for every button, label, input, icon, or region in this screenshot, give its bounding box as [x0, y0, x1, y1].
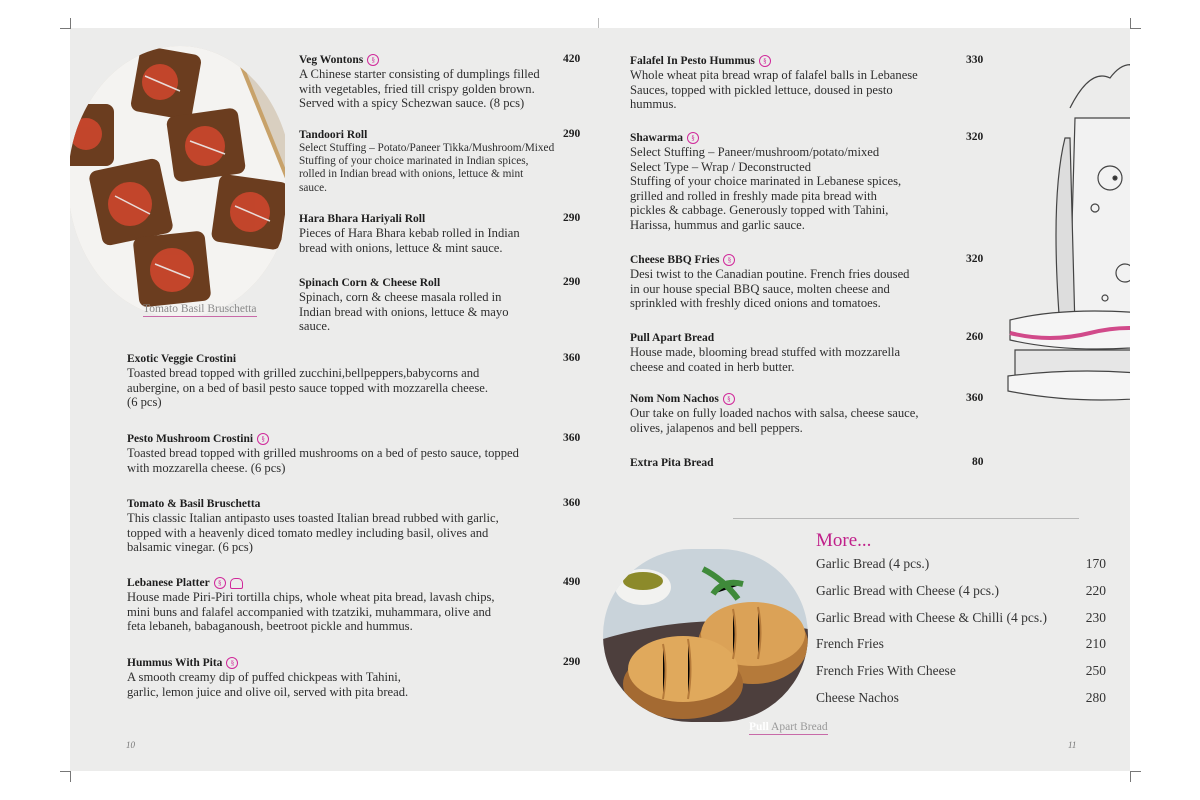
menu-item: [630, 392, 960, 435]
more-item: [816, 610, 1106, 626]
menu-item-name: [127, 432, 567, 446]
description-line: in our house special BBQ sauce, molten cheese and: [630, 281, 890, 296]
menu-item-title: Tomato & Basil Bruschetta: [127, 498, 261, 510]
menu-item-price: 360: [563, 497, 581, 509]
description-line: Stuffing of your choice marinated in Lebanese spices,: [630, 174, 902, 188]
spicy-icon: §: [226, 657, 238, 669]
menu-item-name: [127, 497, 547, 511]
description-line: mini buns and falafel accompanied with tzatziki, muhammara, olive and: [127, 604, 492, 619]
menu-item-title: Spinach Corn & Cheese Roll: [299, 277, 441, 289]
menu-item: [127, 497, 547, 555]
menu-item-price: 260: [966, 331, 984, 343]
menu-item: [299, 276, 564, 334]
description-line: Our take on fully loaded nachos with salsa, cheese sauce,: [630, 406, 919, 420]
description-line: balsamic vinegar. (6 pcs): [127, 540, 253, 554]
more-item-price: 230: [1085, 609, 1106, 625]
description-line: House made Piri-Piri tortilla chips, whole wheat pita bread, lavash chips,: [127, 590, 495, 604]
menu-item-price: 420: [563, 53, 581, 65]
menu-item-title: Pesto Mushroom Crostini: [127, 433, 254, 445]
spicy-icon: §: [723, 254, 735, 266]
description-line: pickles & cabbage. Generously topped with Tahini,: [630, 203, 889, 217]
description-line: Harissa, hummus and garlic sauce.: [630, 217, 805, 232]
more-item-name: French Fries With Cheese: [816, 663, 956, 679]
description-line: feta lebaneh, babaganoush, beetroot pickle and hummus.: [127, 619, 413, 633]
description-line: olives, jalapenos and bell peppers.: [630, 420, 803, 435]
description-line: aubergine, on a bed of basil pesto sauce topped with mozzarella cheese.: [127, 380, 489, 395]
more-item: [816, 690, 1106, 706]
menu-item-description: [127, 366, 547, 410]
menu-item-name: [127, 656, 547, 670]
crop-mark: [1130, 18, 1141, 29]
menu-item-title: Pull Apart Bread: [630, 332, 715, 344]
menu-item-name: [630, 54, 960, 68]
more-item-price: 170: [1085, 556, 1106, 571]
menu-item: [299, 128, 564, 195]
menu-item: [299, 53, 564, 111]
menu-item-title: Tandoori Roll: [299, 129, 368, 141]
menu-item-price: 290: [563, 656, 581, 668]
menu-item: [630, 253, 960, 311]
more-item-name: Garlic Bread (4 pcs.): [816, 556, 930, 571]
pull-apart-bread-caption: Pull Apart Bread: [749, 721, 828, 733]
menu-item-name: [630, 331, 960, 345]
menu-item: [127, 656, 547, 699]
menu-item-description: [127, 511, 547, 555]
menu-item-price: 320: [966, 253, 984, 265]
gutter-mark: [598, 18, 599, 28]
section-divider: [733, 518, 1079, 519]
more-item-name: Cheese Nachos: [816, 690, 899, 705]
wrap-sandwich-illustration: [1005, 58, 1130, 403]
menu-item: [630, 331, 960, 374]
crop-mark: [60, 771, 71, 782]
description-line: with vegetables, fried till crispy golden brown.: [299, 81, 535, 96]
menu-item-name: [630, 456, 960, 470]
menu-item-description: [630, 345, 960, 374]
page-number-left: 10: [126, 740, 135, 750]
more-item-name: French Fries: [816, 636, 884, 652]
menu-item-title: Extra Pita Bread: [630, 457, 714, 469]
menu-item: [299, 212, 564, 255]
menu-item-title: Exotic Veggie Crostini: [127, 353, 237, 365]
menu-item-description: [630, 68, 960, 112]
description-line: cheese and coated in herb butter.: [630, 359, 795, 374]
description-line: Indian bread with onions, lettuce & mayo: [299, 304, 509, 319]
menu-item-price: 360: [966, 392, 984, 404]
description-line: Whole wheat pita bread wrap of falafel balls in Lebanese: [630, 68, 918, 82]
menu-item-description: [127, 590, 547, 634]
more-item-price: 210: [1085, 636, 1106, 652]
menu-item-price: 330: [966, 54, 984, 66]
menu-item-description: [127, 446, 567, 475]
menu-item-description: [630, 145, 960, 232]
spicy-icon: §: [367, 54, 379, 66]
description-line: This classic Italian antipasto uses toasted Italian bread rubbed with garlic,: [127, 511, 499, 525]
more-item-price: 280: [1085, 690, 1106, 705]
menu-item-description: [630, 406, 960, 435]
more-item: [816, 583, 1106, 599]
description-line: (6 pcs): [127, 395, 162, 409]
menu-item-price: 290: [563, 128, 581, 140]
spicy-icon: §: [759, 55, 771, 67]
description-line: Select Type – Wrap / Deconstructed: [630, 159, 812, 174]
menu-item-title: Nom Nom Nachos: [630, 393, 719, 405]
crop-mark: [60, 18, 71, 29]
menu-item-title: Hara Bhara Hariyali Roll: [299, 213, 426, 225]
pull-apart-bread-photo: [603, 549, 808, 722]
menu-item-description: [299, 67, 564, 111]
description-line: garlic, lemon juice and olive oil, served with pita bread.: [127, 684, 409, 699]
description-line: Served with a spicy Schezwan sauce. (8 pcs): [299, 96, 525, 110]
more-item: [816, 556, 1106, 572]
menu-item-name: [299, 212, 564, 226]
menu-item-name: [299, 128, 564, 142]
crop-mark: [1130, 771, 1141, 782]
menu-item-price: 360: [563, 432, 581, 444]
menu-item-description: [299, 142, 564, 195]
description-line: Stuffing of your choice marinated in Indian spices,: [299, 155, 529, 168]
menu-item-description: [127, 670, 547, 699]
menu-item-title: Hummus With Pita: [127, 657, 223, 669]
description-line: A smooth creamy dip of puffed chickpeas with Tahini,: [127, 670, 401, 684]
more-item-name: Garlic Bread with Cheese & Chilli (4 pcs.): [816, 609, 1047, 625]
menu-item-name: [630, 392, 960, 406]
bruschetta-photo: [40, 46, 285, 318]
description-line: with mozzarella cheese. (6 pcs): [127, 460, 286, 475]
description-line: Sauces, topped with pickled lettuce, doused in pesto: [630, 82, 893, 97]
menu-item-price: 290: [563, 276, 581, 288]
description-line: Desi twist to the Canadian poutine. French fries doused: [630, 267, 910, 281]
menu-item-description: [299, 226, 564, 255]
menu-item-title: Lebanese Platter: [127, 577, 210, 589]
menu-item-name: [630, 131, 960, 145]
menu-item-price: 80: [972, 456, 984, 468]
menu-item-price: 360: [563, 352, 581, 364]
menu-item: [630, 131, 960, 232]
menu-item-price: 320: [966, 131, 984, 143]
description-line: sauce.: [299, 181, 327, 194]
more-item-name: Garlic Bread with Cheese (4 pcs.): [816, 582, 999, 598]
more-item: [816, 663, 1106, 679]
description-line: sauce.: [299, 319, 331, 333]
menu-item-name: [630, 253, 960, 267]
more-section-title: More...: [816, 530, 872, 551]
description-line: Select Stuffing – Paneer/mushroom/potato/mixed: [630, 145, 880, 159]
menu-item-name: [127, 352, 547, 366]
menu-item-title: Shawarma: [630, 132, 684, 144]
menu-item-title: Veg Wontons: [299, 54, 364, 66]
menu-item: [127, 352, 547, 410]
more-item: [816, 636, 1106, 652]
menu-item-description: [630, 267, 960, 311]
description-line: grilled and rolled in freshly made pita bread with: [630, 188, 877, 203]
description-line: House made, blooming bread stuffed with mozzarella: [630, 345, 901, 359]
description-line: Spinach, corn & cheese masala rolled in: [299, 290, 502, 304]
menu-item-name: [299, 276, 564, 290]
menu-item: [630, 456, 960, 470]
description-line: rolled in Indian bread with onions, lettuce & mint: [299, 168, 524, 181]
menu-item: [127, 432, 567, 475]
description-line: Select Stuffing – Potato/Paneer Tikka/Mushroom/Mixed: [299, 142, 555, 154]
menu-item-title: Falafel In Pesto Hummus: [630, 55, 755, 67]
description-line: Pieces of Hara Bhara kebab rolled in Indian: [299, 226, 520, 240]
description-line: sprinkled with freshly diced onions and tomatoes.: [630, 296, 881, 310]
spicy-icon: §: [214, 577, 226, 589]
bruschetta-caption: Tomato Basil Bruschetta: [143, 303, 257, 315]
description-line: A Chinese starter consisting of dumplings filled: [299, 67, 540, 81]
menu-item-name: [127, 576, 547, 590]
spicy-icon: §: [723, 393, 735, 405]
chef-special-icon: [230, 578, 243, 589]
page-number-right: 11: [1068, 740, 1077, 750]
description-line: bread with onions, lettuce & mint sauce.: [299, 240, 503, 255]
spicy-icon: §: [257, 433, 269, 445]
description-line: Toasted bread topped with grilled mushrooms on a bed of pesto sauce, topped: [127, 446, 519, 460]
menu-item-price: 290: [563, 212, 581, 224]
menu-item: [630, 54, 960, 112]
menu-item-title: Cheese BBQ Fries: [630, 254, 720, 266]
spicy-icon: §: [687, 132, 699, 144]
menu-item-price: 490: [563, 576, 581, 588]
menu-item: [127, 576, 547, 634]
menu-item-description: [299, 290, 564, 334]
description-line: Toasted bread topped with grilled zucchini,bellpeppers,babycorns and: [127, 366, 480, 380]
more-item-price: 220: [1085, 582, 1106, 598]
more-item-price: 250: [1085, 663, 1106, 679]
menu-item-name: [299, 53, 564, 67]
description-line: topped with a heavenly diced tomato medley including basil, olives and: [127, 525, 489, 540]
description-line: hummus.: [630, 97, 677, 111]
